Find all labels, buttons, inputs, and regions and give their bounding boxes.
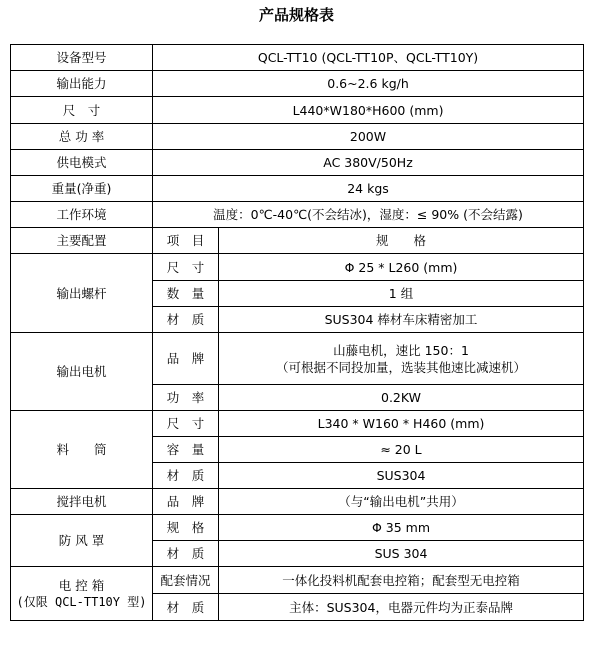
motor-brand-spec-line: 山藤电机，速比 150：1	[333, 342, 469, 358]
motor-item: 品 牌	[153, 333, 219, 385]
table-row	[11, 489, 584, 515]
motor-item: 功 率	[153, 385, 219, 411]
barrel-spec: ≈ 20 L	[219, 437, 584, 463]
row-value: 0.6~2.6 kg/h	[153, 71, 584, 97]
row-label: 总 功 率	[11, 124, 153, 150]
control-label-note: (仅限 QCL-TT10Y 型)	[16, 594, 147, 609]
table-row	[11, 71, 584, 97]
control-spec: 主体：SUS304，电器元件均为正泰品牌	[219, 594, 584, 621]
barrel-spec: L340 * W160 * H460 (mm)	[219, 411, 584, 437]
control-label-line: 电 控 箱	[58, 577, 105, 593]
barrel-item: 材 质	[153, 463, 219, 489]
cover-spec: SUS 304	[219, 541, 584, 567]
row-value: QCL-TT10 (QCL-TT10P、QCL-TT10Y)	[153, 45, 584, 71]
row-value: 温度：0℃-40℃(不会结冰)，湿度：≤ 90% (不会结露)	[153, 202, 584, 228]
row-label: 工作环境	[11, 202, 153, 228]
cover-label: 防 风 罩	[11, 515, 153, 567]
table-row	[11, 333, 584, 385]
screw-spec: Φ 25 * L260 (mm)	[219, 254, 584, 281]
row-value: 200W	[153, 124, 584, 150]
config-header-spec: 规 格	[219, 228, 584, 254]
mixer-item: 品 牌	[153, 489, 219, 515]
control-item: 材 质	[153, 594, 219, 621]
table-row	[11, 124, 584, 150]
motor-brand-spec	[219, 333, 584, 385]
row-label: 尺 寸	[11, 97, 153, 124]
mixer-spec: （与“输出电机”共用）	[219, 489, 584, 515]
row-label: 输出能力	[11, 71, 153, 97]
screw-item: 数 量	[153, 281, 219, 307]
control-spec: 一体化投料机配套电控箱；配套型无电控箱	[219, 567, 584, 594]
table-row	[11, 45, 584, 71]
row-value: 24 kgs	[153, 176, 584, 202]
control-label	[11, 567, 153, 621]
screw-spec: SUS304 棒材车床精密加工	[219, 307, 584, 333]
table-row	[11, 411, 584, 437]
table-row	[11, 254, 584, 281]
page-title: 产品规格表	[258, 6, 334, 24]
row-label: 设备型号	[11, 45, 153, 71]
table-row	[11, 97, 584, 124]
row-value: AC 380V/50Hz	[153, 150, 584, 176]
table-row	[11, 176, 584, 202]
motor-brand-spec-line: （可根据不同投加量，选装其他速比减速机）	[276, 359, 527, 375]
cover-spec: Φ 35 mm	[219, 515, 584, 541]
spec-table	[10, 44, 584, 621]
config-header-item: 项 目	[153, 228, 219, 254]
table-row	[11, 202, 584, 228]
row-value: L440*W180*H600 (mm)	[153, 97, 584, 124]
mixer-label: 搅拌电机	[11, 489, 153, 515]
control-item: 配套情况	[153, 567, 219, 594]
row-label: 供电模式	[11, 150, 153, 176]
screw-item: 材 质	[153, 307, 219, 333]
screw-label: 输出螺杆	[11, 254, 153, 333]
motor-label: 输出电机	[11, 333, 153, 411]
cover-item: 材 质	[153, 541, 219, 567]
config-header-row	[11, 228, 584, 254]
cover-item: 规 格	[153, 515, 219, 541]
motor-spec: 0.2KW	[219, 385, 584, 411]
barrel-label: 料 筒	[11, 411, 153, 489]
screw-spec: 1 组	[219, 281, 584, 307]
row-label: 重量(净重)	[11, 176, 153, 202]
barrel-item: 容 量	[153, 437, 219, 463]
table-row	[11, 567, 584, 594]
barrel-spec: SUS304	[219, 463, 584, 489]
config-header-label: 主要配置	[11, 228, 153, 254]
table-row	[11, 150, 584, 176]
screw-item: 尺 寸	[153, 254, 219, 281]
table-row	[11, 515, 584, 541]
barrel-item: 尺 寸	[153, 411, 219, 437]
